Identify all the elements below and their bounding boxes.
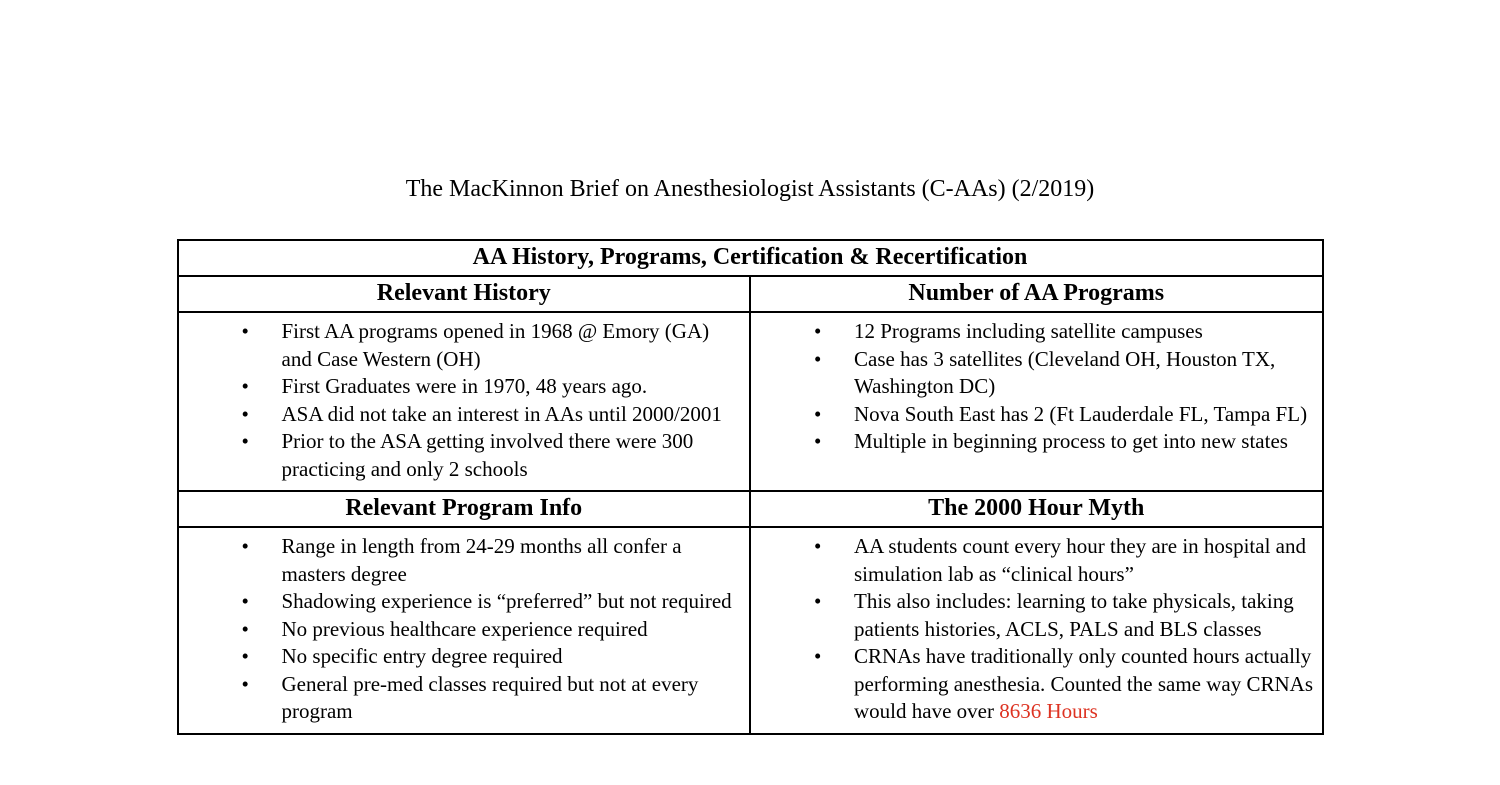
bullet-item: • This also includes: learning to take physicals, taking patients histories, ACLS, PALS and BLS classes xyxy=(751,588,1314,643)
red-highlight-text: 8636 Hours xyxy=(999,699,1098,723)
section-content-row xyxy=(178,527,1323,734)
bullet-item: • Nova South East has 2 (Ft Lauderdale FL, Tampa FL) xyxy=(751,401,1314,429)
heading-relevant-program-info: Relevant Program Info xyxy=(178,491,751,527)
section-heading-row xyxy=(178,491,1323,527)
bullet-item: • Prior to the ASA getting involved there were 300 practicing and only 2 schools xyxy=(179,428,742,483)
bullet-list xyxy=(179,533,742,726)
bullet-text: CRNAs have traditionally only counted hours actually performing anesthesia. Counted the same way CRNAs would have over xyxy=(854,644,1313,723)
heading-relevant-history: Relevant History xyxy=(178,276,751,312)
heading-number-of-aa-programs: Number of AA Programs xyxy=(750,276,1323,312)
bullet-item: • First AA programs opened in 1968 @ Emory (GA) and Case Western (OH) xyxy=(179,318,742,373)
cell-relevant-history xyxy=(178,312,751,491)
section-content-row xyxy=(178,312,1323,491)
bullet-item xyxy=(751,643,1314,726)
document-title: The MacKinnon Brief on Anesthesiologist Assistants (C-AAs) (2/2019) xyxy=(405,176,1095,202)
bullet-item: • Multiple in beginning process to get into new states xyxy=(751,428,1314,456)
bullet-item: • General pre-med classes required but not at every program xyxy=(179,671,742,726)
aa-history-table xyxy=(177,239,1324,735)
bullet-list xyxy=(751,533,1314,726)
bullet-list xyxy=(179,318,742,483)
cell-2000-hour-myth xyxy=(750,527,1323,734)
bullet-item: • 12 Programs including satellite campuses xyxy=(751,318,1314,346)
bullet-item: • Range in length from 24-29 months all confer a masters degree xyxy=(179,533,742,588)
cell-number-of-aa-programs xyxy=(750,312,1323,491)
section-heading-row xyxy=(178,276,1323,312)
table-main-header-row xyxy=(178,240,1323,276)
bullet-item: • First Graduates were in 1970, 48 years ago. xyxy=(179,373,742,401)
bullet-item: • AA students count every hour they are in hospital and simulation lab as “clinical hours” xyxy=(751,533,1314,588)
table-main-header: AA History, Programs, Certification & Recertification xyxy=(178,240,1323,276)
bullet-item: • No previous healthcare experience required xyxy=(179,616,742,644)
heading-2000-hour-myth: The 2000 Hour Myth xyxy=(750,491,1323,527)
cell-relevant-program-info xyxy=(178,527,751,734)
bullet-item: • No specific entry degree required xyxy=(179,643,742,671)
bullet-item: • Shadowing experience is “preferred” but not required xyxy=(179,588,742,616)
bullet-item: • ASA did not take an interest in AAs until 2000/2001 xyxy=(179,401,742,429)
bullet-item: • Case has 3 satellites (Cleveland OH, Houston TX, Washington DC) xyxy=(751,346,1314,401)
bullet-list xyxy=(751,318,1314,456)
